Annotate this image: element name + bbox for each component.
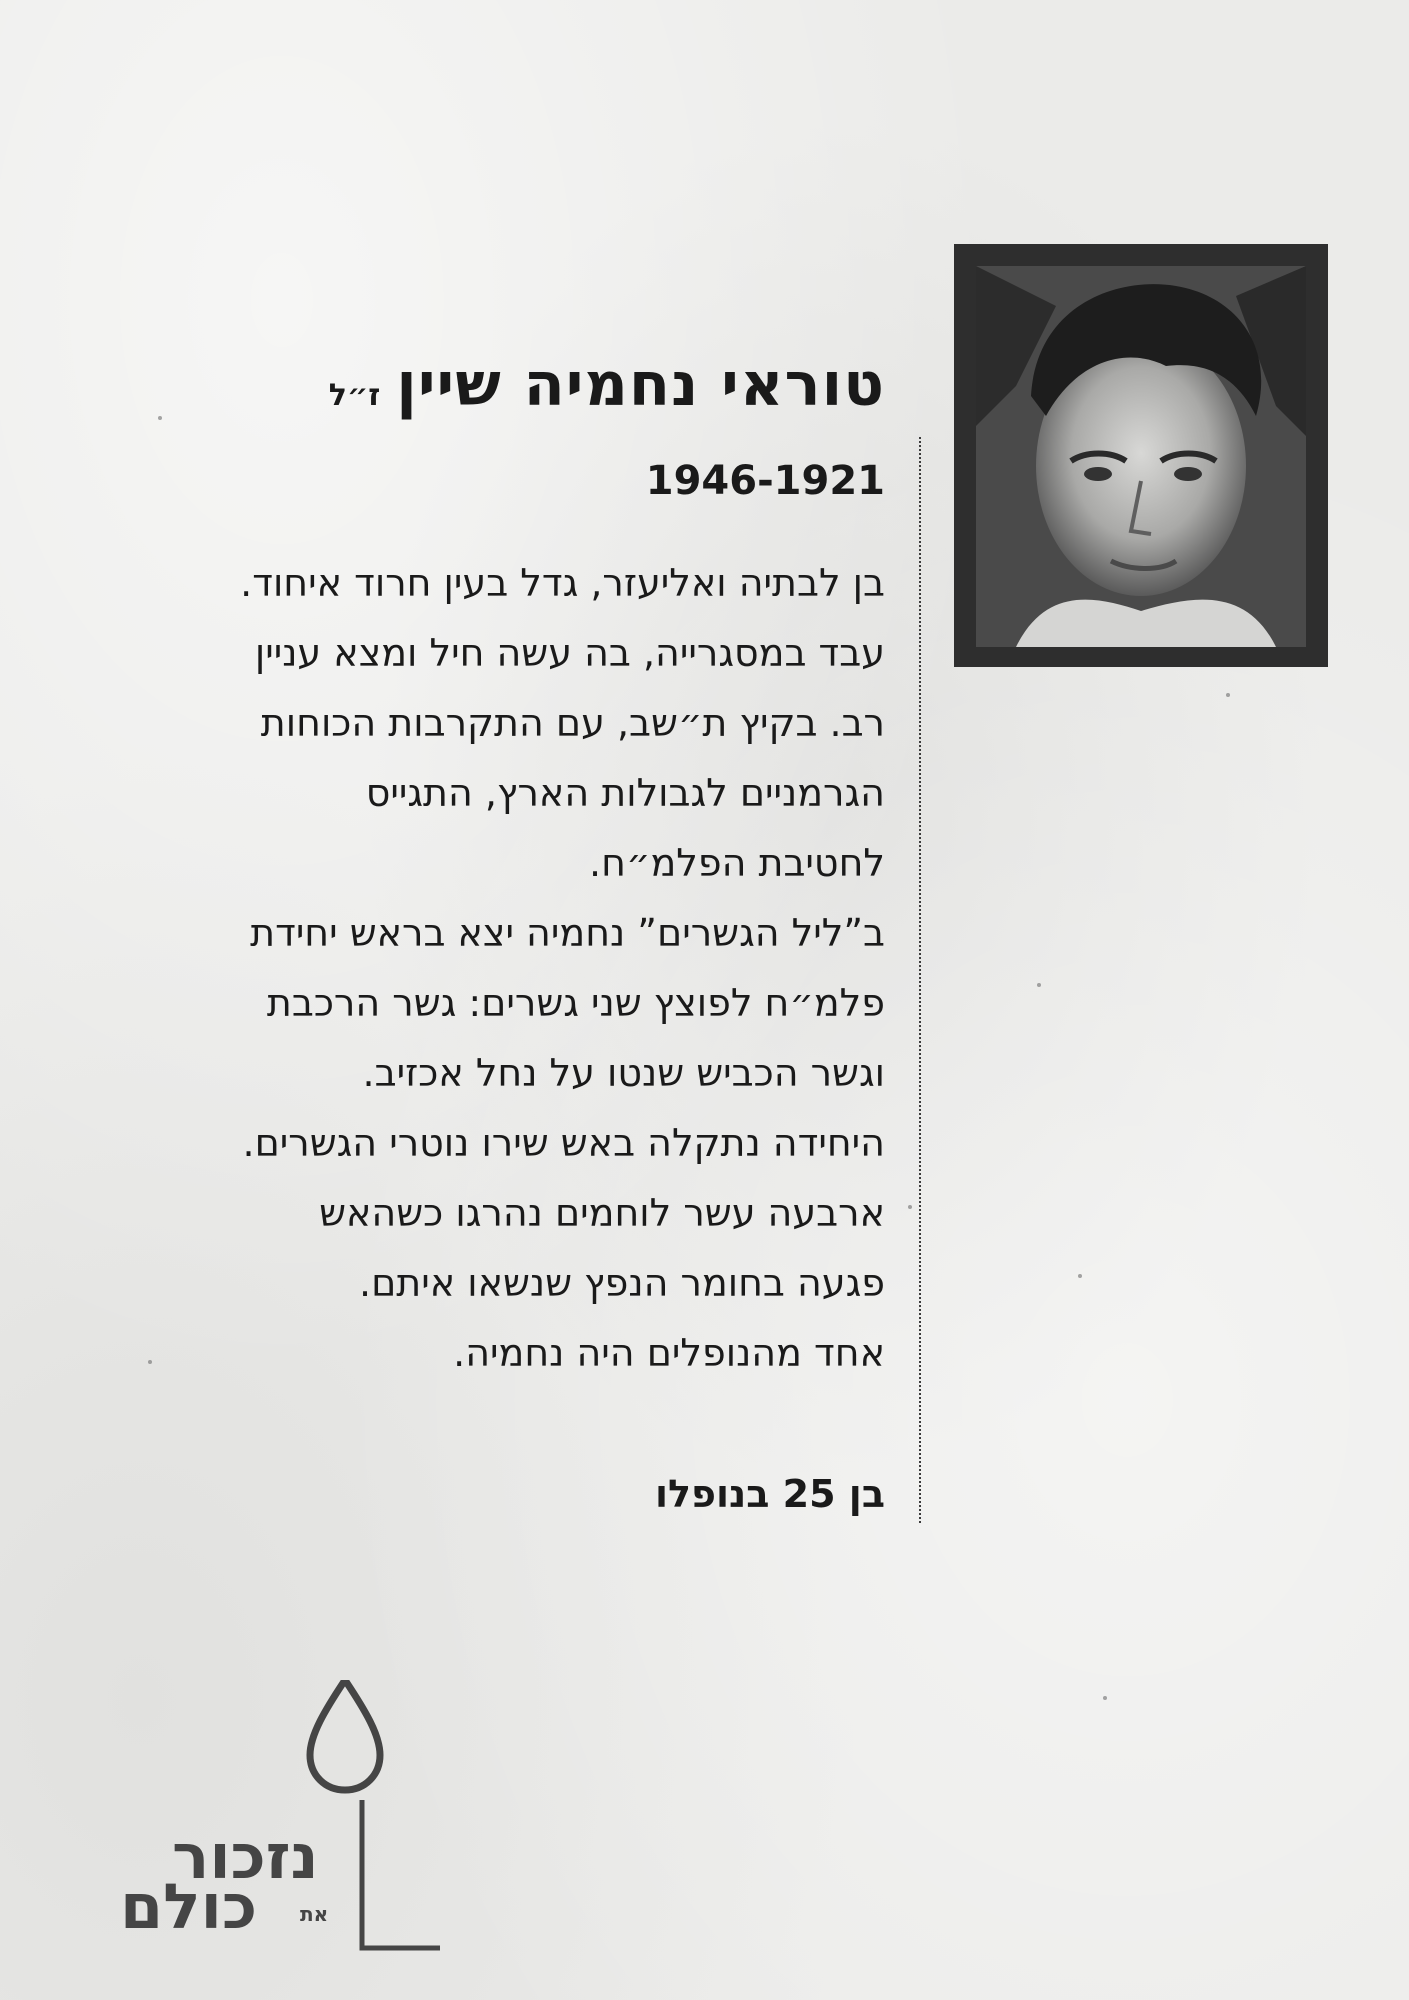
portrait-illustration [976, 266, 1306, 647]
biography-line: עבד במסגרייה, בה עשה חיל ומצא עניין [254, 631, 885, 675]
paper-speck [1037, 983, 1041, 987]
age-at-death: בן 25 בנופלו [654, 1472, 885, 1516]
biography-line: רב. בקיץ ת״שב, עם התקרבות הכוחות [260, 701, 885, 745]
logo-word-remember: נזכור [172, 1820, 319, 1893]
paper-speck [1078, 1274, 1082, 1278]
biography-line: וגשר הכביש שנטו על נחל אכזיב. [362, 1051, 885, 1095]
paper-speck [148, 1360, 152, 1364]
biography-line: ארבעה עשר לוחמים נהרגו כשהאש [319, 1191, 885, 1235]
logo-word-all: כולם [120, 1870, 258, 1943]
biography-line: פגעה בחומר הנפץ שנשאו איתם. [359, 1261, 885, 1305]
logo-word-et: את [300, 1902, 329, 1926]
life-years: 1946-1921 [645, 458, 885, 504]
dotted-divider [919, 437, 921, 1523]
biography-line: לחטיבת הפלמ״ח. [589, 841, 885, 885]
portrait-photo [976, 266, 1306, 647]
biography-line: הגרמניים לגבולות הארץ, התגייס [365, 771, 885, 815]
biography-line: אחד מהנופלים היה נחמיה. [453, 1331, 885, 1375]
paper-speck [908, 1205, 912, 1209]
fallen-name: טוראי נחמיה שיין [396, 350, 885, 420]
memorial-title [329, 350, 885, 420]
biography-line: פלמ״ח לפוצץ שני גשרים: גשר הרכבת [266, 981, 885, 1025]
biography [205, 548, 885, 1388]
paper-speck [1103, 1696, 1107, 1700]
memorial-logo [110, 1680, 450, 1960]
biography-line: היחידה נתקלה באש שירו נוטרי הגשרים. [242, 1121, 885, 1165]
biography-line: בן לבתיה ואליעזר, גדל בעין חרוד איחוד. [240, 561, 885, 605]
portrait-frame [954, 244, 1328, 667]
paper-speck [158, 416, 162, 420]
biography-line: ב”ליל הגשרים” נחמיה יצא בראש יחידת [250, 911, 885, 955]
blessed-memory-suffix: ז״ל [328, 378, 381, 413]
paper-speck [1226, 693, 1230, 697]
